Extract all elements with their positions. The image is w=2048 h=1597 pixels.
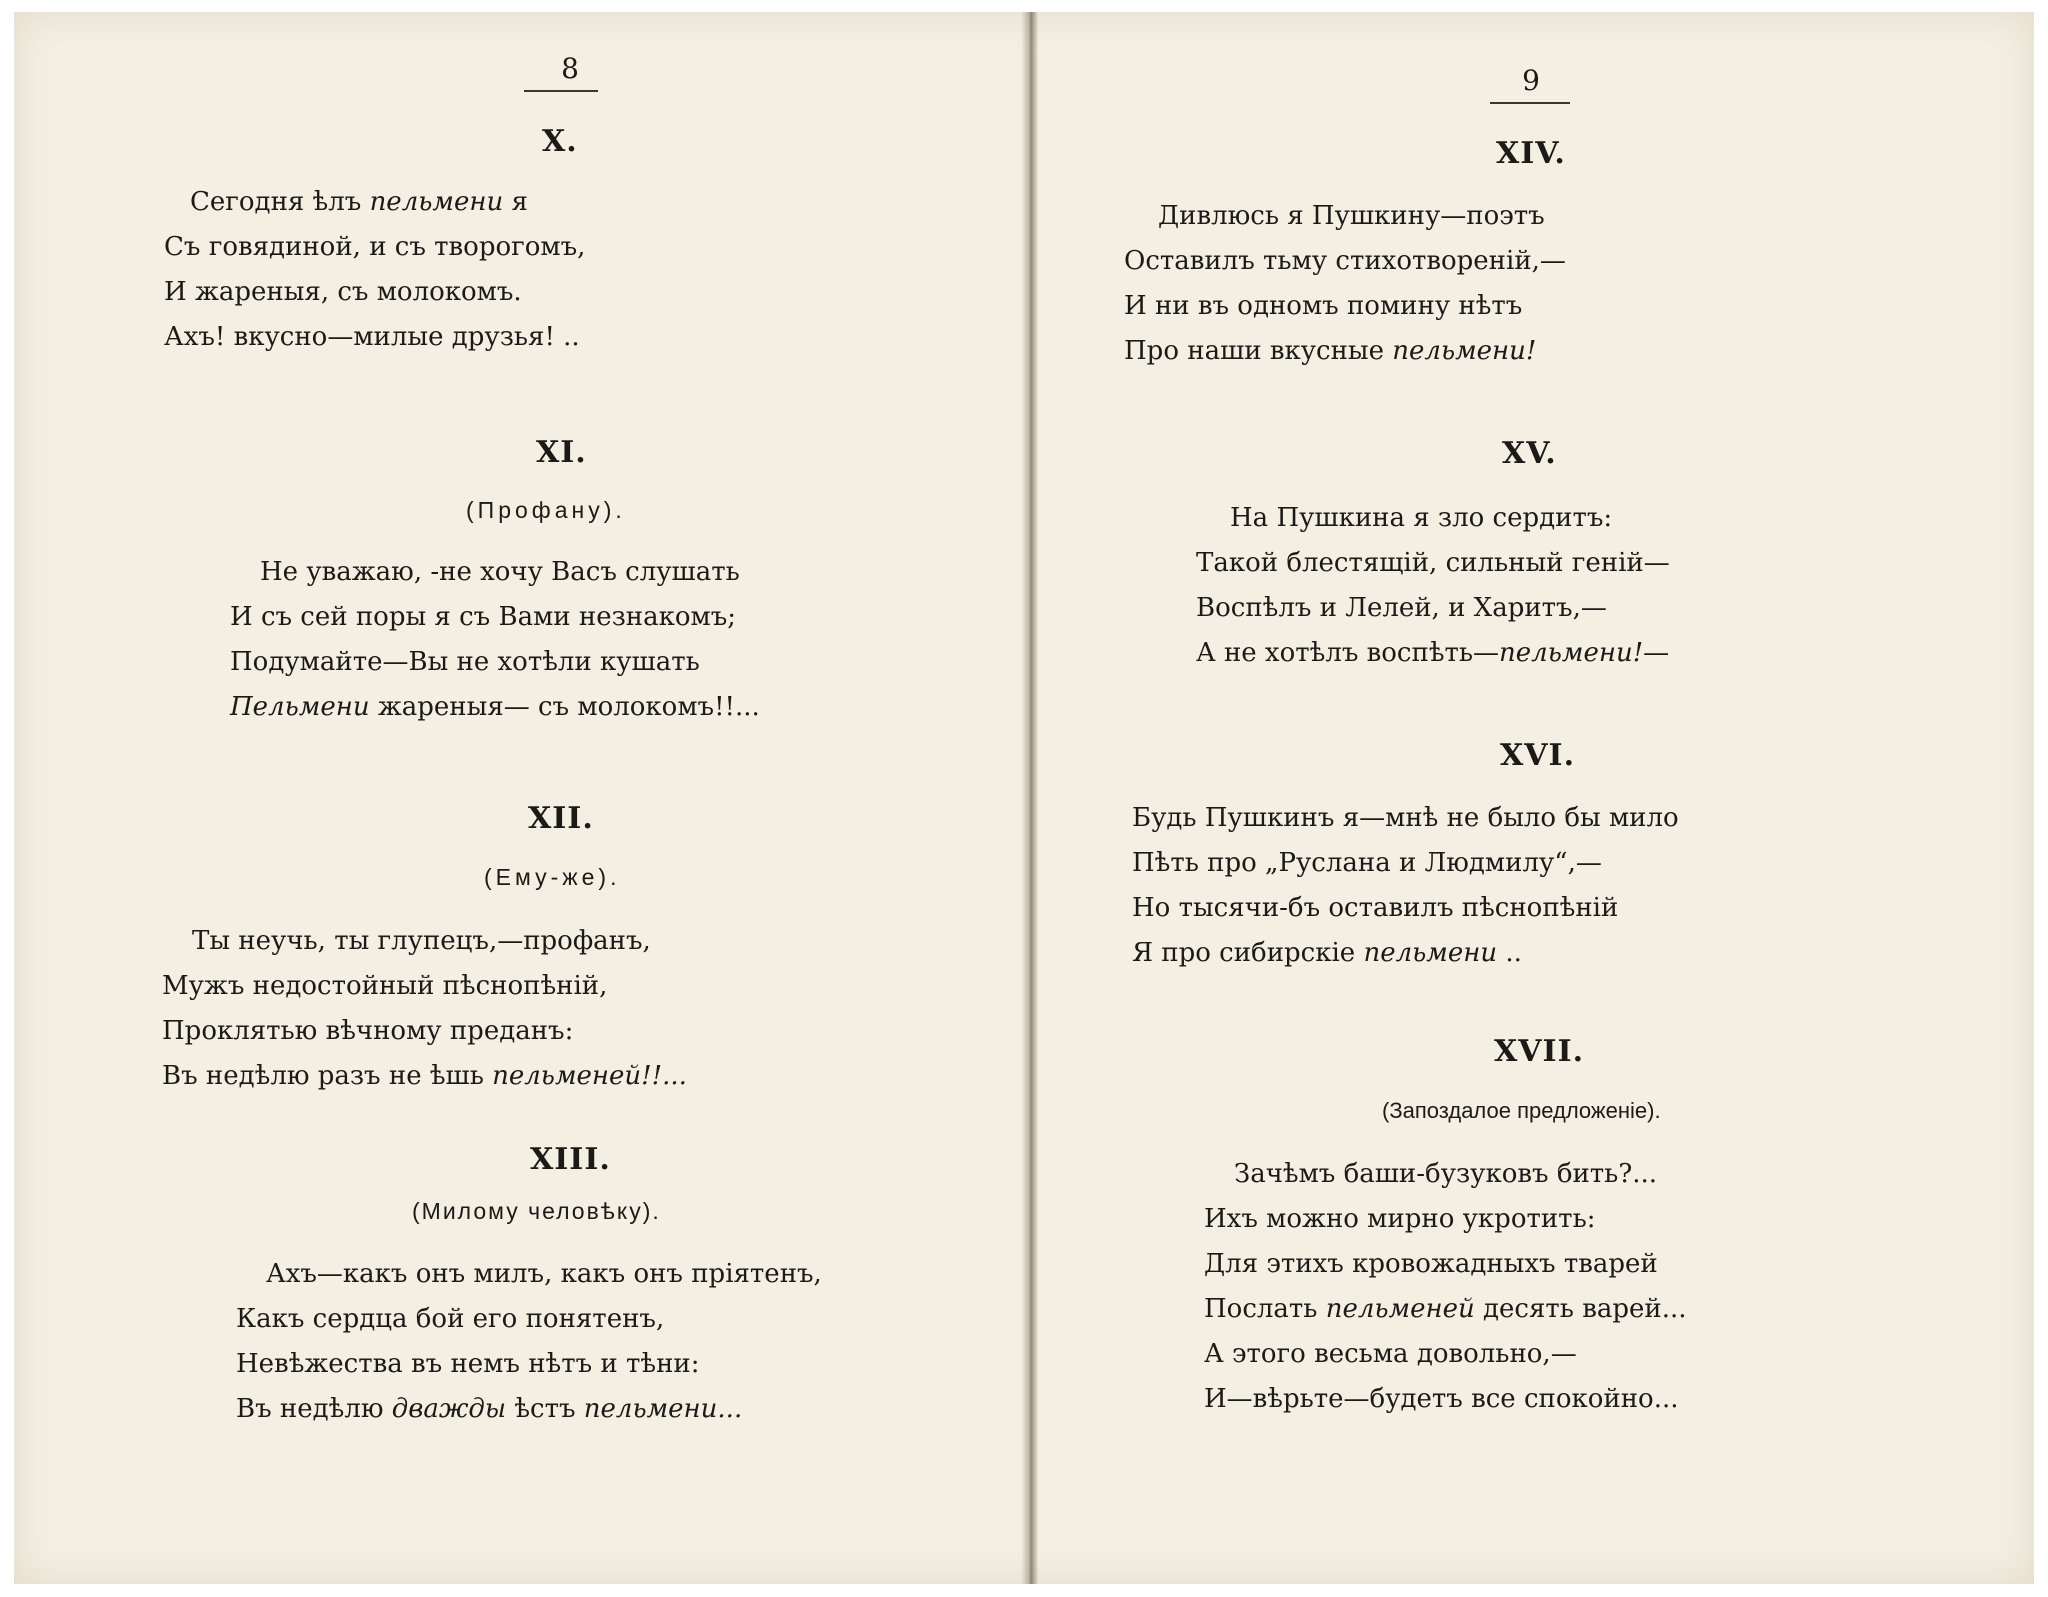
verse-line: Будь Пушкинъ я—мнѣ не было бы мило xyxy=(1132,803,1679,833)
poem-heading: X. xyxy=(542,124,578,159)
poem-dedication: (Ему-же). xyxy=(484,864,621,890)
poem-dedication: (Милому человѣку). xyxy=(412,1198,661,1224)
poem-xi xyxy=(230,550,760,730)
verse-line: Проклятью вѣчному преданъ: xyxy=(162,1016,574,1046)
poem-xiii xyxy=(236,1252,822,1432)
page-number: 9 xyxy=(1522,64,1540,97)
verse-line: И ни въ одномъ помину нѣтъ xyxy=(1124,291,1523,321)
poem-xvii xyxy=(1204,1152,1687,1422)
verse-line: Пѣть про „Руслана и Людмилу“,— xyxy=(1132,848,1602,878)
verse-line: Ахъ—какъ онъ милъ, какъ онъ пріятенъ, xyxy=(266,1259,822,1289)
poem-heading: XVII. xyxy=(1494,1034,1585,1069)
poem-xii xyxy=(162,919,687,1099)
page-number-rule xyxy=(524,90,598,92)
verse-line: Оставилъ тьму стихотвореній,— xyxy=(1124,246,1566,276)
book-gutter xyxy=(1022,12,1038,1584)
verse-line: Пельмени жареныя— съ молокомъ!!... xyxy=(230,692,760,722)
verse-line: А этого весьма довольно,— xyxy=(1204,1339,1577,1369)
verse-line: И—вѣрьте—будетъ все спокойно... xyxy=(1204,1384,1679,1414)
verse-line: Зачѣмъ баши-бузуковъ бить?... xyxy=(1234,1159,1658,1189)
poem-heading: XVI. xyxy=(1500,738,1576,773)
poem-heading: XI. xyxy=(536,435,587,470)
verse-line: Мужъ недостойный пѣснопѣній, xyxy=(162,971,608,1001)
poem-heading: XII. xyxy=(528,801,594,836)
verse-line: Воспѣлъ и Лелей, и Харитъ,— xyxy=(1196,593,1607,623)
verse-line: Но тысячи-бъ оставилъ пѣснопѣній xyxy=(1132,893,1619,923)
poem-x xyxy=(164,180,586,360)
verse-line: Дивлюсь я Пушкину—поэтъ xyxy=(1158,201,1545,231)
verse-line: Сегодня ѣлъ пельмени я xyxy=(190,187,528,217)
poem-heading: XIV. xyxy=(1496,136,1566,171)
verse-line: Про наши вкусные пельмени! xyxy=(1124,336,1537,366)
verse-line: Съ говядиной, и съ творогомъ, xyxy=(164,232,586,262)
poem-heading: XIII. xyxy=(530,1142,611,1177)
poem-xiv xyxy=(1124,194,1566,374)
poem-xv xyxy=(1196,496,1670,676)
verse-line: Для этихъ кровожадныхъ тварей xyxy=(1204,1249,1658,1279)
page-number-rule xyxy=(1490,102,1570,104)
verse-line: Ты неучь, ты глупецъ,—профанъ, xyxy=(192,926,651,956)
verse-line: Ихъ можно мирно укротить: xyxy=(1204,1204,1596,1234)
verse-line: Послать пельменей десять варей... xyxy=(1204,1294,1687,1324)
verse-line: Какъ сердца бой его понятенъ, xyxy=(236,1304,665,1334)
page-number: 8 xyxy=(561,52,579,85)
verse-line: И съ сей поры я съ Вами незнакомъ; xyxy=(230,602,737,632)
verse-line: Въ недѣлю разъ не ѣшь пельменей!!... xyxy=(162,1061,687,1091)
poem-xvi xyxy=(1132,796,1679,976)
poem-dedication: (Профану). xyxy=(466,497,626,523)
verse-line: Не уважаю, -не хочу Васъ слушать xyxy=(260,557,740,587)
verse-line: Подумайте—Вы не хотѣли кушать xyxy=(230,647,700,677)
verse-line: На Пушкина я зло сердитъ: xyxy=(1230,503,1613,533)
poem-heading: XV. xyxy=(1502,436,1557,471)
verse-line: Въ недѣлю дважды ѣстъ пельмени... xyxy=(236,1394,743,1424)
verse-line: Я про сибирскіе пельмени .. xyxy=(1132,938,1522,968)
right-page xyxy=(1038,12,2034,1584)
left-page xyxy=(14,12,1022,1584)
verse-line: Ахъ! вкусно—милые друзья! .. xyxy=(164,322,580,352)
verse-line: Такой блестящій, сильный геній— xyxy=(1196,548,1670,578)
verse-line: И жареныя, съ молокомъ. xyxy=(164,277,522,307)
verse-line: Невѣжества въ немъ нѣтъ и тѣни: xyxy=(236,1349,700,1379)
verse-line: А не хотѣлъ воспѣть—пельмени!— xyxy=(1196,638,1670,668)
poem-dedication: (Запоздалое предложеніе). xyxy=(1382,1098,1661,1123)
